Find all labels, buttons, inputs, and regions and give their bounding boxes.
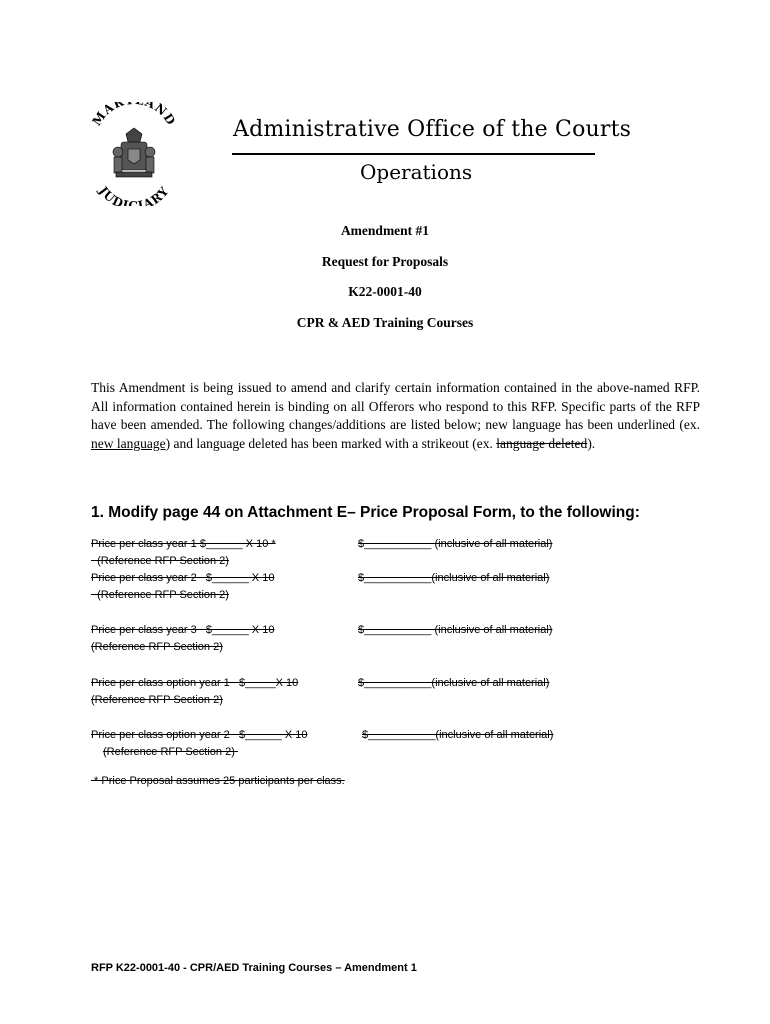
price-row-4-label: Price per class option year 1 $_____X 10: [91, 677, 299, 689]
doc-type: Request for Proposals: [321, 254, 449, 269]
rfp-subject: CPR & AED Training Courses: [296, 315, 474, 330]
price-row-4-total: $___________(inclusive of all material): [358, 677, 550, 689]
underline-example: new language: [91, 435, 166, 451]
price-row-2-label: Price per class year 2 $______ X 10: [91, 572, 275, 584]
price-row-1-total: $___________ (inclusive of all material): [358, 538, 553, 550]
price-row-4-reference: (Reference RFP Section 2): [91, 694, 223, 706]
price-row-1-reference: (Reference RFP Section 2): [91, 555, 229, 567]
price-row-5-reference: (Reference RFP Section 2): [103, 746, 238, 758]
header-rule: [232, 153, 595, 155]
price-row-5-total: $___________(inclusive of all material): [362, 729, 554, 741]
section-1-title: 1. Modify page 44 on Attachment E– Price Proposal Form, to the following:: [91, 504, 640, 521]
intro-text-2: ) and language deleted has been marked with a strikeout (ex.: [165, 435, 497, 451]
amendment-title: Amendment #1: [340, 223, 430, 238]
seal-top-text: MAR AND: [89, 102, 179, 129]
svg-text:JUDICIARY: [96, 183, 172, 206]
price-row-3-reference: (Reference RFP Section 2): [91, 641, 223, 653]
seal-bottom-text: JUDICIARY: [96, 183, 172, 206]
price-row-1-label: Price per class year 1 $______ X 10 *: [91, 538, 276, 550]
price-row-5-label: Price per class option year 2 $______ X 10: [91, 729, 308, 741]
intro-paragraph: [91, 379, 700, 453]
price-row-3-label: Price per class year 3 $______ X 10: [91, 624, 275, 636]
intro-text-3: ).: [587, 435, 596, 451]
strikeout-example: language deleted: [496, 435, 588, 451]
price-proposal-note: * Price Proposal assumes 25 participants per class.: [91, 775, 345, 787]
maryland-judiciary-seal: [88, 102, 180, 206]
page-footer: RFP K22-0001-40 - CPR/AED Training Courses – Amendment 1: [91, 962, 417, 974]
price-row-2-total: $___________(inclusive of all material): [358, 572, 550, 584]
price-row-2-reference: (Reference RFP Section 2): [91, 589, 229, 601]
office-title: Administrative Office of the Courts: [233, 117, 632, 142]
rfp-number: K22-0001-40: [348, 284, 422, 299]
price-row-3-total: $___________ (inclusive of all material): [358, 624, 553, 636]
svg-text:MARYLAND: [90, 102, 179, 128]
office-division: Operations: [360, 160, 473, 184]
intro-text-1: This Amendment is being issued to amend and clarify certain information contained in the above-named RFP. All information contained herein is binding on all Offerors who respond to this RFP. Specific parts of the RFP have been amended. The following changes/additions are listed below; new language has been underlined (ex.: [91, 380, 700, 432]
